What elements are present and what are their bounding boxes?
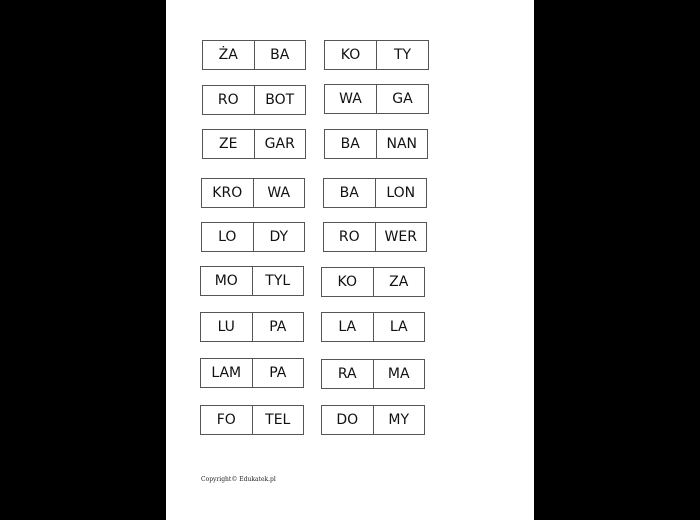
syllable-card <box>200 266 304 296</box>
syllable-card <box>323 178 427 208</box>
syllable-right: BA <box>254 41 306 69</box>
syllable-right: MY <box>373 406 425 434</box>
syllable-right: ZA <box>373 268 425 296</box>
syllable-card <box>201 222 305 252</box>
syllable-left: KO <box>337 274 357 290</box>
syllable-left: KO <box>340 47 361 63</box>
syllable-card <box>321 312 425 342</box>
worksheet-page <box>166 0 534 520</box>
syllable-right: NAN <box>376 130 428 158</box>
syllable-left: BA <box>339 185 359 201</box>
syllable-right: TEL <box>252 406 304 434</box>
syllable-card <box>200 312 304 342</box>
syllable-card <box>200 358 304 388</box>
syllable-right: MA <box>373 360 425 388</box>
syllable-left: FO <box>216 412 236 428</box>
syllable-left: LAM <box>211 365 242 381</box>
syllable-right: LA <box>373 313 425 341</box>
syllable-card <box>323 222 427 252</box>
syllable-left: LU <box>217 319 235 335</box>
syllable-left: LA <box>338 319 357 335</box>
syllable-card <box>202 129 306 159</box>
syllable-left: BA <box>340 136 360 152</box>
syllable-left: ŻA <box>218 47 238 63</box>
syllable-card <box>321 267 425 297</box>
syllable-card <box>201 178 305 208</box>
syllable-left: ZE <box>219 136 238 152</box>
syllable-right: PA <box>252 313 304 341</box>
syllable-card <box>321 359 425 389</box>
syllable-card <box>324 129 428 159</box>
syllable-left: DO <box>336 412 359 428</box>
syllable-right: BOT <box>254 86 306 114</box>
syllable-right: LON <box>375 179 427 207</box>
syllable-left: RO <box>217 92 239 108</box>
syllable-left: KRO <box>212 185 243 201</box>
syllable-right: DY <box>253 223 305 251</box>
syllable-card <box>200 405 304 435</box>
syllable-right: GA <box>376 85 428 113</box>
syllable-left: WA <box>339 91 362 107</box>
syllable-card <box>202 85 306 115</box>
syllable-right: WA <box>253 179 305 207</box>
syllable-card <box>321 405 425 435</box>
syllable-left: RA <box>337 366 357 382</box>
syllable-right: WER <box>375 223 427 251</box>
syllable-card <box>324 40 429 70</box>
syllable-card <box>324 84 429 114</box>
syllable-right: PA <box>252 359 304 387</box>
syllable-left: MO <box>214 273 238 289</box>
syllable-left: RO <box>338 229 360 245</box>
syllable-right: TY <box>376 41 428 69</box>
syllable-card <box>202 40 306 70</box>
copyright-text: Copyright© Edukatek.pl <box>201 476 276 483</box>
syllable-right: TYL <box>252 267 304 295</box>
syllable-right: GAR <box>254 130 306 158</box>
syllable-left: LO <box>218 229 237 245</box>
